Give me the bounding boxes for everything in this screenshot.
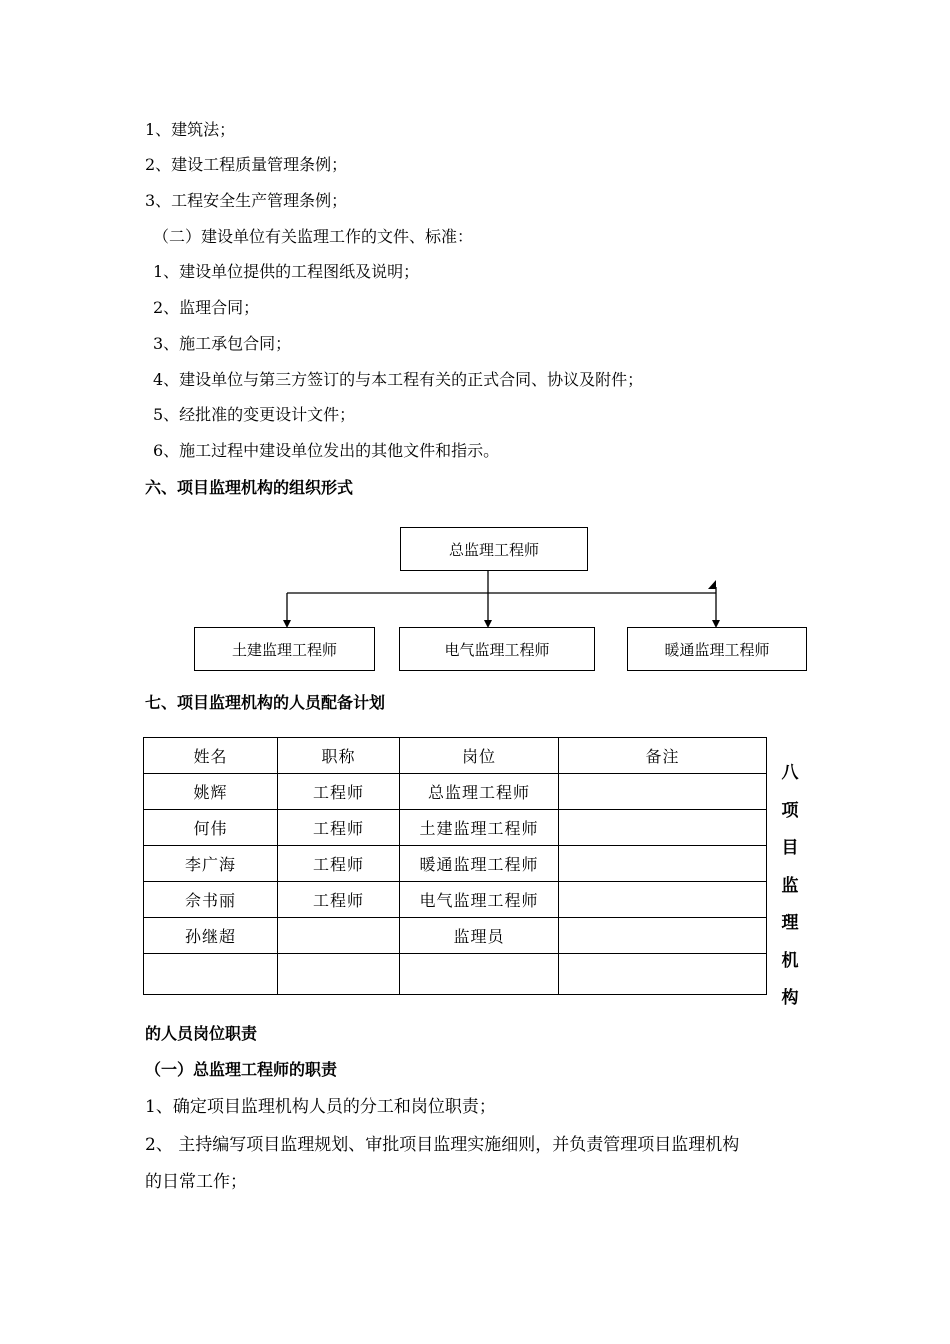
section-8-heading-tail: 的人员岗位职责: [145, 1024, 258, 1043]
cell-remarks: [559, 882, 767, 918]
cell-remarks: [559, 918, 767, 954]
cell-title: 工程师: [278, 846, 400, 882]
table-row: [144, 846, 767, 882]
table-row: [144, 954, 767, 995]
heading-char: 构: [781, 988, 799, 1008]
cell-position: [400, 954, 559, 995]
subsection-title: （二）建设单位有关监理工作的文件、标准：: [153, 227, 474, 246]
org-node-chief-engineer: 总监理工程师: [400, 527, 588, 571]
table-row: [144, 918, 767, 954]
heading-char: 八: [781, 763, 799, 783]
law-item-2: 2、建设工程质量管理条例；: [145, 155, 348, 174]
heading-char: 监: [781, 875, 799, 896]
document-item-3: 3、施工承包合同；: [153, 334, 292, 353]
cell-name: 孙继超: [144, 918, 278, 954]
section-8-heading-vertical: [779, 755, 801, 1018]
document-item-4: 4、建设单位与第三方签订的与本工程有关的正式合同、协议及附件；: [153, 370, 644, 389]
cell-name: 何伟: [144, 810, 278, 846]
header-position: 岗位: [400, 738, 559, 774]
cell-remarks: [559, 954, 767, 995]
heading-char: 目: [781, 838, 799, 858]
duty-item-2-continued: 的日常工作；: [145, 1172, 247, 1192]
cell-position: 暖通监理工程师: [400, 846, 559, 882]
header-name: 姓名: [144, 738, 278, 774]
law-item-1: 1、建筑法；: [145, 120, 236, 139]
cell-remarks: [559, 774, 767, 810]
cell-position: 电气监理工程师: [400, 882, 559, 918]
duty-item-2: 2、 主持编写项目监理规划、审批项目监理实施细则，并负责管理项目监理机构: [145, 1135, 740, 1155]
duty-item-1: 1、确定项目监理机构人员的分工和岗位职责；: [145, 1097, 496, 1117]
document-item-2: 2、监理合同；: [153, 298, 260, 317]
heading-char: 理: [781, 913, 799, 933]
document-item-6: 6、施工过程中建设单位发出的其他文件和指示。: [153, 441, 500, 460]
cell-title: 工程师: [278, 774, 400, 810]
cell-title: [278, 918, 400, 954]
header-title: 职称: [278, 738, 400, 774]
table-row: [144, 810, 767, 846]
cell-title: [278, 954, 400, 995]
table-row: [144, 882, 767, 918]
cell-remarks: [559, 810, 767, 846]
arrow-tip-icon: [708, 580, 716, 589]
cell-remarks: [559, 846, 767, 882]
cell-position: 总监理工程师: [400, 774, 559, 810]
cell-position: 土建监理工程师: [400, 810, 559, 846]
org-node-electrical-engineer: 电气监理工程师: [399, 627, 595, 671]
cell-name: 姚辉: [144, 774, 278, 810]
org-node-civil-engineer: 土建监理工程师: [194, 627, 375, 671]
header-remarks: 备注: [559, 738, 767, 774]
cell-position: 监理员: [400, 918, 559, 954]
law-item-3: 3、工程安全生产管理条例；: [145, 191, 348, 210]
cell-name: 李广海: [144, 846, 278, 882]
org-node-hvac-engineer: 暖通监理工程师: [627, 627, 807, 671]
cell-title: 工程师: [278, 810, 400, 846]
cell-title: 工程师: [278, 882, 400, 918]
table-header-row: [144, 738, 767, 774]
cell-name: 佘书丽: [144, 882, 278, 918]
table-row: [144, 774, 767, 810]
document-item-5: 5、经批准的变更设计文件；: [153, 405, 356, 424]
section-7-heading: 七、项目监理机构的人员配备计划: [145, 693, 386, 712]
chief-engineer-duties-heading: （一）总监理工程师的职责: [145, 1060, 338, 1079]
staff-table: [143, 737, 767, 995]
heading-char: 项: [781, 800, 799, 821]
cell-name: [144, 954, 278, 995]
document-item-1: 1、建设单位提供的工程图纸及说明；: [153, 262, 420, 281]
section-6-heading: 六、项目监理机构的组织形式: [145, 478, 354, 497]
heading-char: 机: [781, 950, 799, 971]
